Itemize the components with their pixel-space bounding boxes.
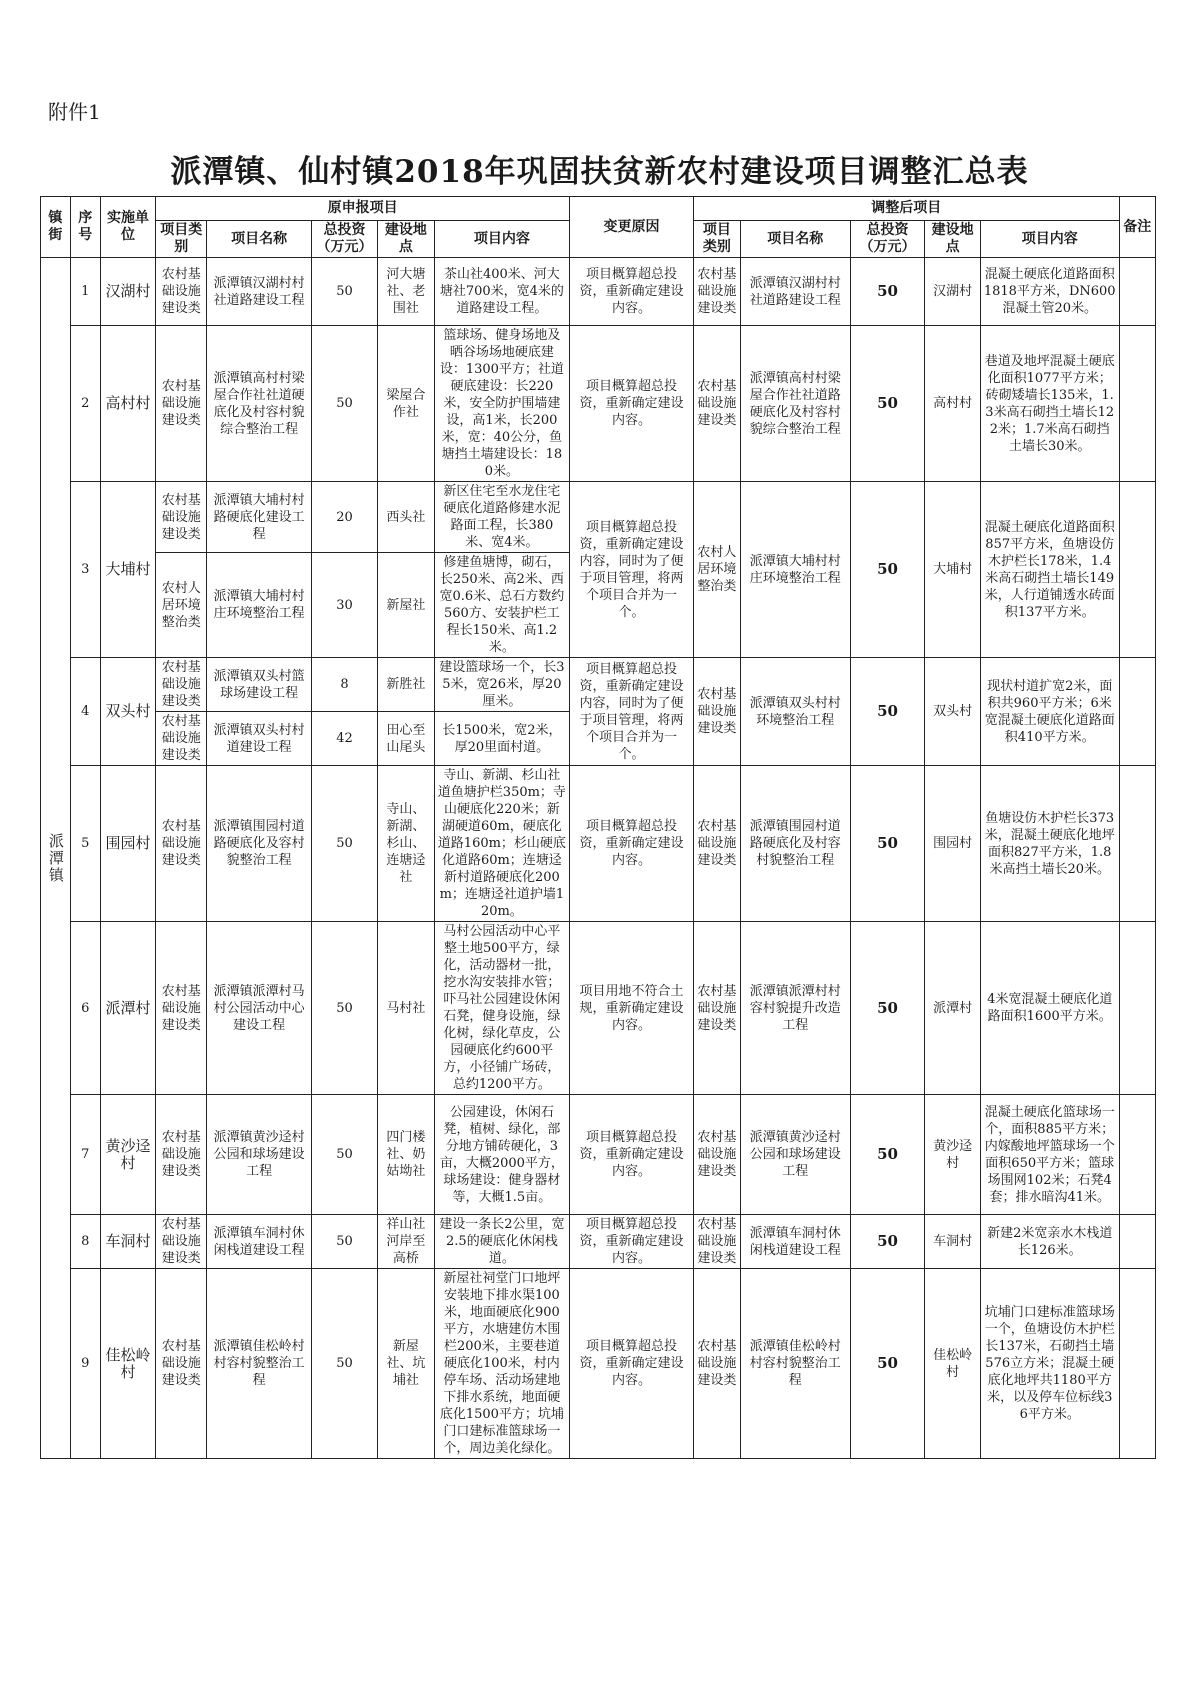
- adj-category: 农村基础设施建设类: [693, 258, 740, 326]
- header-content: 项目内容: [434, 221, 570, 258]
- adj-category: 农村基础设施建设类: [693, 658, 740, 766]
- remark-cell: [1119, 1095, 1155, 1215]
- adj-content: 巷道及地坪混凝土硬底化面积1077平方米；砖砌矮墙长135米，1.3米高石砌挡土墙长122米；1.7米高石砌挡土墙长30米。: [980, 326, 1119, 482]
- table-row: [41, 326, 1156, 482]
- adj-category: 农村基础设施建设类: [693, 766, 740, 922]
- orig-name: 派潭镇汉湖村村社道路建设工程: [207, 258, 312, 326]
- orig-name: 派潭镇派潭村马村公园活动中心建设工程: [207, 922, 312, 1095]
- orig-name: 派潭镇双头村篮球场建设工程: [207, 658, 312, 712]
- unit-cell: 车洞村: [100, 1215, 155, 1269]
- change-reason: 项目概算超总投资，重新确定建设内容，同时为了便于项目管理，将两个项目合并为一个。: [570, 482, 694, 658]
- orig-content: 寺山、新湖、杉山社道鱼塘护栏350m；寺山硬底化220米；新湖硬道60m，硬底化道路160m；杉山硬底化道路60m；连塘迳新村道路硬底化200m；连塘迳社道护墙120m。: [434, 766, 570, 922]
- orig-name: 派潭镇车洞村休闲栈道建设工程: [207, 1215, 312, 1269]
- seq-cell: 3: [70, 482, 100, 658]
- header-project-name: 项目名称: [207, 221, 312, 258]
- orig-name: 派潭镇双头村村道建设工程: [207, 712, 312, 766]
- change-reason: 项目概算超总投资，重新确定建设内容。: [570, 1215, 694, 1269]
- adj-content: 坑埔门口建标准篮球场一个，鱼塘设仿木护栏长137米，石砌挡土墙576立方米；混凝土硬底化地坪共1180平方米，以及停车位标线36平方米。: [980, 1269, 1119, 1459]
- seq-cell: 1: [70, 258, 100, 326]
- header-content: 项目内容: [980, 221, 1119, 258]
- adj-investment: 50: [850, 1095, 925, 1215]
- orig-category: 农村基础设施建设类: [156, 482, 207, 553]
- orig-name: 派潭镇大埔村村路硬底化建设工程: [207, 482, 312, 553]
- adj-content: 混凝土硬底化道路面积1818平方米，DN600混凝土管20米。: [980, 258, 1119, 326]
- header-adjusted-group: 调整后项目: [693, 197, 1119, 221]
- orig-location: 新胜社: [378, 658, 435, 712]
- adj-content: 混凝土硬底化篮球场一个，面积885平方米；内嫁酸地坪篮球场一个面积650平方米；篮球场围网102米；石凳4套；排水暗沟41米。: [980, 1095, 1119, 1215]
- orig-location: 西头社: [378, 482, 435, 553]
- remark-cell: [1119, 258, 1155, 326]
- header-investment: 总投资（万元）: [311, 221, 377, 258]
- orig-investment: 50: [311, 326, 377, 482]
- unit-cell: 围园村: [100, 766, 155, 922]
- adj-category: 农村基础设施建设类: [693, 1269, 740, 1459]
- orig-location: 四门楼社、奶姑坳社: [378, 1095, 435, 1215]
- header-town: 镇街: [41, 197, 71, 258]
- document-title: 派潭镇、仙村镇2018年巩固扶贫新农村建设项目调整汇总表: [170, 154, 1029, 190]
- orig-category: 农村人居环境整治类: [156, 553, 207, 658]
- orig-location: 寺山、新湖、杉山、连塘迳社: [378, 766, 435, 922]
- seq-cell: 6: [70, 922, 100, 1095]
- orig-name: 派潭镇围园村道路硬底化及容村貌整治工程: [207, 766, 312, 922]
- seq-cell: 9: [70, 1269, 100, 1459]
- orig-investment: 50: [311, 922, 377, 1095]
- unit-cell: 汉湖村: [100, 258, 155, 326]
- orig-investment: 8: [311, 658, 377, 712]
- header-original-group: 原申报项目: [156, 197, 570, 221]
- unit-cell: 双头村: [100, 658, 155, 766]
- remark-cell: [1119, 922, 1155, 1095]
- change-reason: 项目概算超总投资，重新确定建设内容。: [570, 258, 694, 326]
- orig-location: 田心至山尾头: [378, 712, 435, 766]
- orig-category: 农村基础设施建设类: [156, 712, 207, 766]
- adj-category: 农村基础设施建设类: [693, 1095, 740, 1215]
- unit-cell: 佳松岭村: [100, 1269, 155, 1459]
- adj-investment: 50: [850, 326, 925, 482]
- header-location: 建设地点: [925, 221, 980, 258]
- orig-category: 农村基础设施建设类: [156, 326, 207, 482]
- table-row: [41, 258, 1156, 326]
- table-row: [41, 1215, 1156, 1269]
- adj-content: 鱼塘设仿木护栏长373米，混凝土硬底化地坪面积827平方米，1.8米高挡土墙长20米。: [980, 766, 1119, 922]
- adj-category: 农村基础设施建设类: [693, 922, 740, 1095]
- seq-cell: 2: [70, 326, 100, 482]
- table-row: [41, 922, 1156, 1095]
- header-project-name: 项目名称: [740, 221, 850, 258]
- adj-name: 派潭镇汉湖村村社道路建设工程: [740, 258, 850, 326]
- orig-investment: 50: [311, 766, 377, 922]
- orig-name: 派潭镇佳松岭村村容村貌整治工程: [207, 1269, 312, 1459]
- seq-cell: 8: [70, 1215, 100, 1269]
- orig-location: 新屋社、坑埔社: [378, 1269, 435, 1459]
- attachment-label: 附件1: [48, 100, 101, 124]
- orig-location: 梁屋合作社: [378, 326, 435, 482]
- orig-category: 农村基础设施建设类: [156, 922, 207, 1095]
- header-change-reason: 变更原因: [570, 197, 694, 258]
- orig-investment: 42: [311, 712, 377, 766]
- adj-content: 新建2米宽亲水木栈道长126米。: [980, 1215, 1119, 1269]
- orig-location: 马村社: [378, 922, 435, 1095]
- remark-cell: [1119, 1215, 1155, 1269]
- unit-cell: 高村村: [100, 326, 155, 482]
- unit-cell: 派潭村: [100, 922, 155, 1095]
- change-reason: 项目用地不符合土规，重新确定建设内容。: [570, 922, 694, 1095]
- orig-category: 农村基础设施建设类: [156, 1095, 207, 1215]
- orig-name: 派潭镇高村村梁屋合作社社道硬底化及村容村貌综合整治工程: [207, 326, 312, 482]
- adj-investment: 50: [850, 922, 925, 1095]
- change-reason: 项目概算超总投资，重新确定建设内容。: [570, 1269, 694, 1459]
- adj-investment: 50: [850, 258, 925, 326]
- town-cell: [41, 258, 71, 1459]
- orig-investment: 50: [311, 1095, 377, 1215]
- header-category: 项目类别: [156, 221, 207, 258]
- orig-category: 农村基础设施建设类: [156, 766, 207, 922]
- adj-name: 派潭镇围园村道路硬底化及村容村貌整治工程: [740, 766, 850, 922]
- orig-content: 建设篮球场一个，长35米，宽26米，厚20厘米。: [434, 658, 570, 712]
- table-row: [41, 1269, 1156, 1459]
- remark-cell: [1119, 1269, 1155, 1459]
- header-investment: 总投资（万元）: [850, 221, 925, 258]
- header-seq: 序号: [70, 197, 100, 258]
- adj-content: 现状村道扩宽2米，面积共960平方米；6米宽混凝土硬底化道路面积410平方米。: [980, 658, 1119, 766]
- adj-name: 派潭镇派潭村村容村貌提升改造工程: [740, 922, 850, 1095]
- adj-investment: 50: [850, 1215, 925, 1269]
- change-reason: 项目概算超总投资，重新确定建设内容。: [570, 326, 694, 482]
- orig-name: 派潭镇黄沙迳村公园和球场建设工程: [207, 1095, 312, 1215]
- adj-investment: 50: [850, 482, 925, 658]
- header-location: 建设地点: [378, 221, 435, 258]
- orig-location: 祥山社河岸至高桥: [378, 1215, 435, 1269]
- adj-location: 大埔村: [925, 482, 980, 658]
- adj-name: 派潭镇双头村村环境整治工程: [740, 658, 850, 766]
- adj-location: 黄沙迳村: [925, 1095, 980, 1215]
- remark-cell: [1119, 326, 1155, 482]
- change-reason: 项目概算超总投资，重新确定建设内容。: [570, 766, 694, 922]
- table-row: [41, 658, 1156, 712]
- orig-category: 农村基础设施建设类: [156, 258, 207, 326]
- orig-content: 新屋社祠堂门口地坪安装地下排水渠100米，地面硬底化900平方，水塘建仿木围栏200米，主要巷道硬底化100米，村内停车场、活动场建地下排水系统，地面硬底化1500平方；坑埔门口建标准篮球场一个，周边美化绿化。: [434, 1269, 570, 1459]
- adj-name: 派潭镇车洞村休闲栈道建设工程: [740, 1215, 850, 1269]
- seq-cell: 5: [70, 766, 100, 922]
- adj-location: 佳松岭村: [925, 1269, 980, 1459]
- orig-investment: 50: [311, 258, 377, 326]
- orig-category: 农村基础设施建设类: [156, 658, 207, 712]
- project-table: [40, 196, 1156, 1459]
- adj-location: 围园村: [925, 766, 980, 922]
- header-unit: 实施单位: [100, 197, 155, 258]
- table-row: [41, 766, 1156, 922]
- adj-content: 4米宽混凝土硬底化道路面积1600平方米。: [980, 922, 1119, 1095]
- orig-content: 篮球场、健身场地及晒谷场场地硬底建设：1300平方；社道硬底建设：长220米，安全防护围墙建设，高1米，长200米，宽：40公分，鱼塘挡土墙建设长：180米。: [434, 326, 570, 482]
- table-row: [41, 1095, 1156, 1215]
- town-name: 派潭镇: [46, 832, 65, 884]
- orig-investment: 30: [311, 553, 377, 658]
- remark-cell: [1119, 766, 1155, 922]
- adj-location: 双头村: [925, 658, 980, 766]
- change-reason: 项目概算超总投资，重新确定建设内容。: [570, 1095, 694, 1215]
- header-category: 项目类别: [693, 221, 740, 258]
- orig-content: 建设一条长2公里，宽2.5的硬底化休闲栈道。: [434, 1215, 570, 1269]
- change-reason: 项目概算超总投资，重新确定建设内容，同时为了便于项目管理，将两个项目合并为一个。: [570, 658, 694, 766]
- adj-investment: 50: [850, 766, 925, 922]
- unit-cell: 黄沙迳村: [100, 1095, 155, 1215]
- adj-category: 农村人居环境整治类: [693, 482, 740, 658]
- adj-name: 派潭镇高村村梁屋合作社社道路硬底化及村容村貌综合整治工程: [740, 326, 850, 482]
- adj-investment: 50: [850, 658, 925, 766]
- remark-cell: [1119, 482, 1155, 658]
- remark-cell: [1119, 658, 1155, 766]
- orig-content: 公园建设，休闲石凳，植树、绿化，部分地方铺砖硬化，3亩，大概2000平方，球场建设：健身器材等，大概1.5亩。: [434, 1095, 570, 1215]
- unit-cell: 大埔村: [100, 482, 155, 658]
- table-body: [41, 258, 1156, 1459]
- orig-location: 新屋社: [378, 553, 435, 658]
- adj-location: 汉湖村: [925, 258, 980, 326]
- seq-cell: 4: [70, 658, 100, 766]
- adj-investment: 50: [850, 1269, 925, 1459]
- seq-cell: 7: [70, 1095, 100, 1215]
- adj-name: 派潭镇黄沙迳村公园和球场建设工程: [740, 1095, 850, 1215]
- orig-investment: 50: [311, 1215, 377, 1269]
- orig-category: 农村基础设施建设类: [156, 1269, 207, 1459]
- orig-content: 新区住宅至水龙住宅硬底化道路修建水泥路面工程，长380米、宽4米。: [434, 482, 570, 553]
- adj-name: 派潭镇大埔村村庄环境整治工程: [740, 482, 850, 658]
- orig-investment: 50: [311, 1269, 377, 1459]
- orig-category: 农村基础设施建设类: [156, 1215, 207, 1269]
- orig-location: 河大塘社、老围社: [378, 258, 435, 326]
- adj-location: 车洞村: [925, 1215, 980, 1269]
- adj-category: 农村基础设施建设类: [693, 1215, 740, 1269]
- orig-investment: 20: [311, 482, 377, 553]
- adj-location: 派潭村: [925, 922, 980, 1095]
- table-row: [41, 482, 1156, 553]
- orig-content: 修建鱼塘博，砌石，长250米、高2米、西宽0.6米、总石方数约560方、安装护栏工程长150米、高1.2米。: [434, 553, 570, 658]
- orig-content: 马村公园活动中心平整土地500平方，绿化，活动器材一批，挖水沟安装排水管；吓马社公园建设休闲石凳，健身设施，绿化树，绿化草皮，公园硬底化约600平方，小径铺广场砖，总约1200平方。: [434, 922, 570, 1095]
- adj-category: 农村基础设施建设类: [693, 326, 740, 482]
- adj-name: 派潭镇佳松岭村村容村貌整治工程: [740, 1269, 850, 1459]
- adj-content: 混凝土硬底化道路面积857平方米，鱼塘设仿木护栏长178米，1.4米高石砌挡土墙长149米，人行道铺透水砖面积137平方米。: [980, 482, 1119, 658]
- orig-name: 派潭镇大埔村村庄环境整治工程: [207, 553, 312, 658]
- adj-location: 高村村: [925, 326, 980, 482]
- table-header: [41, 197, 1156, 258]
- header-remark: 备注: [1119, 197, 1155, 258]
- orig-content: 长1500米，宽2米，厚20里面村道。: [434, 712, 570, 766]
- orig-content: 茶山社400米、河大塘社700米，宽4米的道路建设工程。: [434, 258, 570, 326]
